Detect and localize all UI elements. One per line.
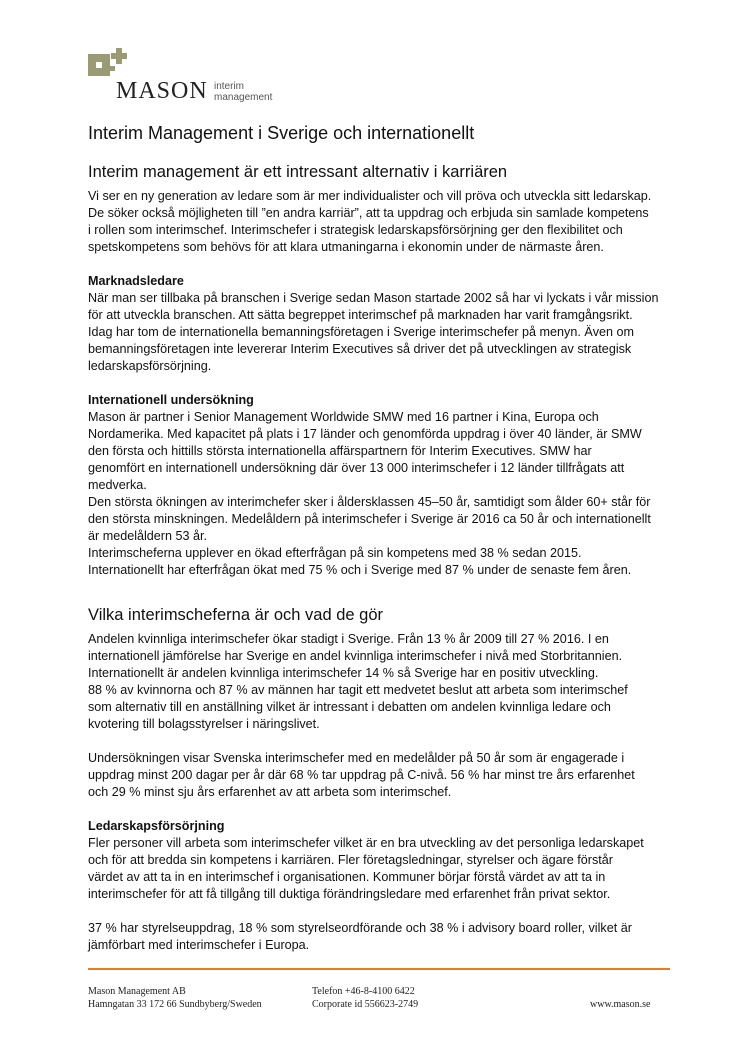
survey-results-line: Undersökningen visar Svenska interimschefer med en medelålder på 50 år som är engagerade i — [88, 751, 625, 765]
footer-phone: Telefon +46-8-4100 6422 — [312, 986, 415, 997]
survey-line: medverka. — [88, 478, 147, 492]
subheading-leadership-supply: Ledarskapsförsörjning — [88, 819, 225, 833]
section-title-who-they-are: Vilka interimscheferna är och vad de gör — [88, 606, 384, 624]
logo-wordmark: MASON — [116, 78, 208, 104]
intro-paragraph — [88, 188, 668, 256]
company-logo — [88, 44, 308, 104]
market-line: ledarskapsförsörjning. — [88, 359, 212, 373]
market-paragraph — [88, 290, 668, 375]
footer-contact-info — [312, 985, 418, 1011]
market-line: bemanningsföretagen inte levererar Interim Executives så driver det på utvecklingen av strategisk — [88, 342, 632, 356]
women-share-line: 88 % av kvinnorna och 87 % av männen har tagit ett medvetet beslut att arbeta som interimschef — [88, 683, 628, 697]
women-share-line: kvotering till bolagsstyrelser i näringslivet. — [88, 717, 320, 731]
intro-line: i rollen som interimschef. Interimschefer i strategisk ledarskapsförsörjning ger den flexibilitet och — [88, 223, 623, 237]
logo-mark-icon — [88, 44, 132, 76]
market-line: Idag har tom de internationella bemanningsföretagen i Sverige interimschefer på menyn. Även om — [88, 325, 635, 339]
survey-line: Mason är partner i Senior Management Worldwide SMW med 16 partner i Kina, Europa och — [88, 410, 599, 424]
leadership-line: interimschefer för att få tillgång till duktiga förändringsledare med erfarenhet från privat sektor. — [88, 887, 611, 901]
survey-line: Nordamerika. Med kapacitet på plats i 17 länder och genomförda uppdrag i över 40 länder, är SMW — [88, 427, 642, 441]
survey-results-paragraph — [88, 750, 668, 801]
logo-subtitle — [214, 81, 272, 103]
footer-company-info — [88, 985, 262, 1011]
intro-line: spetskompetens som behövs för att klara utmaningarna i ekonomin under de närmaste åren. — [88, 240, 604, 254]
board-roles-line: 37 % har styrelseuppdrag, 18 % som styrelseordförande och 38 % i advisory board roller, vilket är — [88, 921, 632, 935]
women-share-line: som alternativ till en anställning vilket är intressant i debatten om andelen kvinnliga ledare och — [88, 700, 611, 714]
survey-paragraph — [88, 409, 668, 579]
survey-line: genomfört en internationell undersökning där över 13 000 interimschefer i 12 länder tillfrågats att — [88, 461, 625, 475]
footer-website-link[interactable]: www.mason.se — [590, 999, 651, 1010]
footer-divider — [88, 968, 670, 970]
footer-company-name: Mason Management AB — [88, 986, 186, 997]
board-roles-line: jämförbart med interimschefer i Europa. — [88, 938, 310, 952]
survey-line: Interimscheferna upplever en ökad efterfrågan på sin kompetens med 38 % sedan 2015. — [88, 546, 582, 560]
survey-results-line: uppdrag minst 200 dagar per år där 68 % tar uppdrag på C-nivå. 56 % har minst tre års erfarenhet — [88, 768, 635, 782]
survey-results-line: och 29 % minst sju års erfarenhet av att arbeta som interimschef. — [88, 785, 452, 799]
survey-line: Den största ökningen av interimchefer sker i åldersklassen 45–50 år, samtidigt som ålder 60+ står för — [88, 495, 651, 509]
women-share-line: Internationellt är andelen kvinnliga interimschefer 14 % så Sverige har en positiv utveckling. — [88, 666, 599, 680]
market-line: för att utveckla branschen. Att sätta begreppet interimschef på marknaden har varit framgångsrikt. — [88, 308, 633, 322]
market-line: När man ser tillbaka på branschen i Sverige sedan Mason startade 2002 så har vi lyckats i vår mission — [88, 291, 659, 305]
women-share-line: Andelen kvinnliga interimschefer ökar stadigt i Sverige. Från 13 % år 2009 till 27 % 2016. I en — [88, 632, 609, 646]
women-share-paragraph — [88, 631, 668, 733]
leadership-line: och för att bredda sin kompetens i karriären. Fler företagsledningar, styrelser och ägare förstår — [88, 853, 613, 867]
section-title-career: Interim management är ett intressant alternativ i karriären — [88, 163, 508, 181]
survey-line: är medelåldern 53 år. — [88, 529, 208, 543]
board-roles-paragraph — [88, 920, 668, 954]
intro-line: Vi ser en ny generation av ledare som är mer individualister och vill pröva och utveckla sitt ledarskap. — [88, 189, 652, 203]
page-title: Interim Management i Sverige och internationellt — [88, 123, 475, 143]
survey-line: den största minskningen. Medelåldern på interimschefer i Sverige är 2016 ca 50 år och internationellt — [88, 512, 651, 526]
document-body — [88, 122, 668, 954]
logo-subtitle-line2: management — [214, 92, 273, 103]
subheading-international-survey: Internationell undersökning — [88, 393, 254, 407]
women-share-line: internationell jämförelse har Sverige en andel kvinnliga interimschefer i nivå med Storbritannien. — [88, 649, 623, 663]
subheading-market-leader: Marknadsledare — [88, 274, 184, 288]
leadership-line: värdet av att ta in en interimschef i organisationen. Kommuner börjar förstå värdet av att ta in — [88, 870, 606, 884]
leadership-line: Fler personer vill arbeta som interimschefer vilket är en bra utveckling av det personliga ledarskapet — [88, 836, 644, 850]
intro-line: De söker också möjligheten till ”en andra karriär”, att ta uppdrag och erbjuda sin samlade kompetens — [88, 206, 649, 220]
footer-corporate-id: Corporate id 556623-2749 — [312, 999, 419, 1010]
leadership-paragraph — [88, 835, 668, 903]
survey-line: Internationellt har efterfrågan ökat med 75 % och i Sverige med 87 % under de senaste fem åren. — [88, 563, 632, 577]
survey-line: den första och hittills största internationella affärspartnern för Interim Executives. SMW har — [88, 444, 592, 458]
logo-subtitle-line1: interim — [214, 81, 245, 92]
footer-address: Hamngatan 33 172 66 Sundbyberg/Sweden — [88, 999, 262, 1010]
